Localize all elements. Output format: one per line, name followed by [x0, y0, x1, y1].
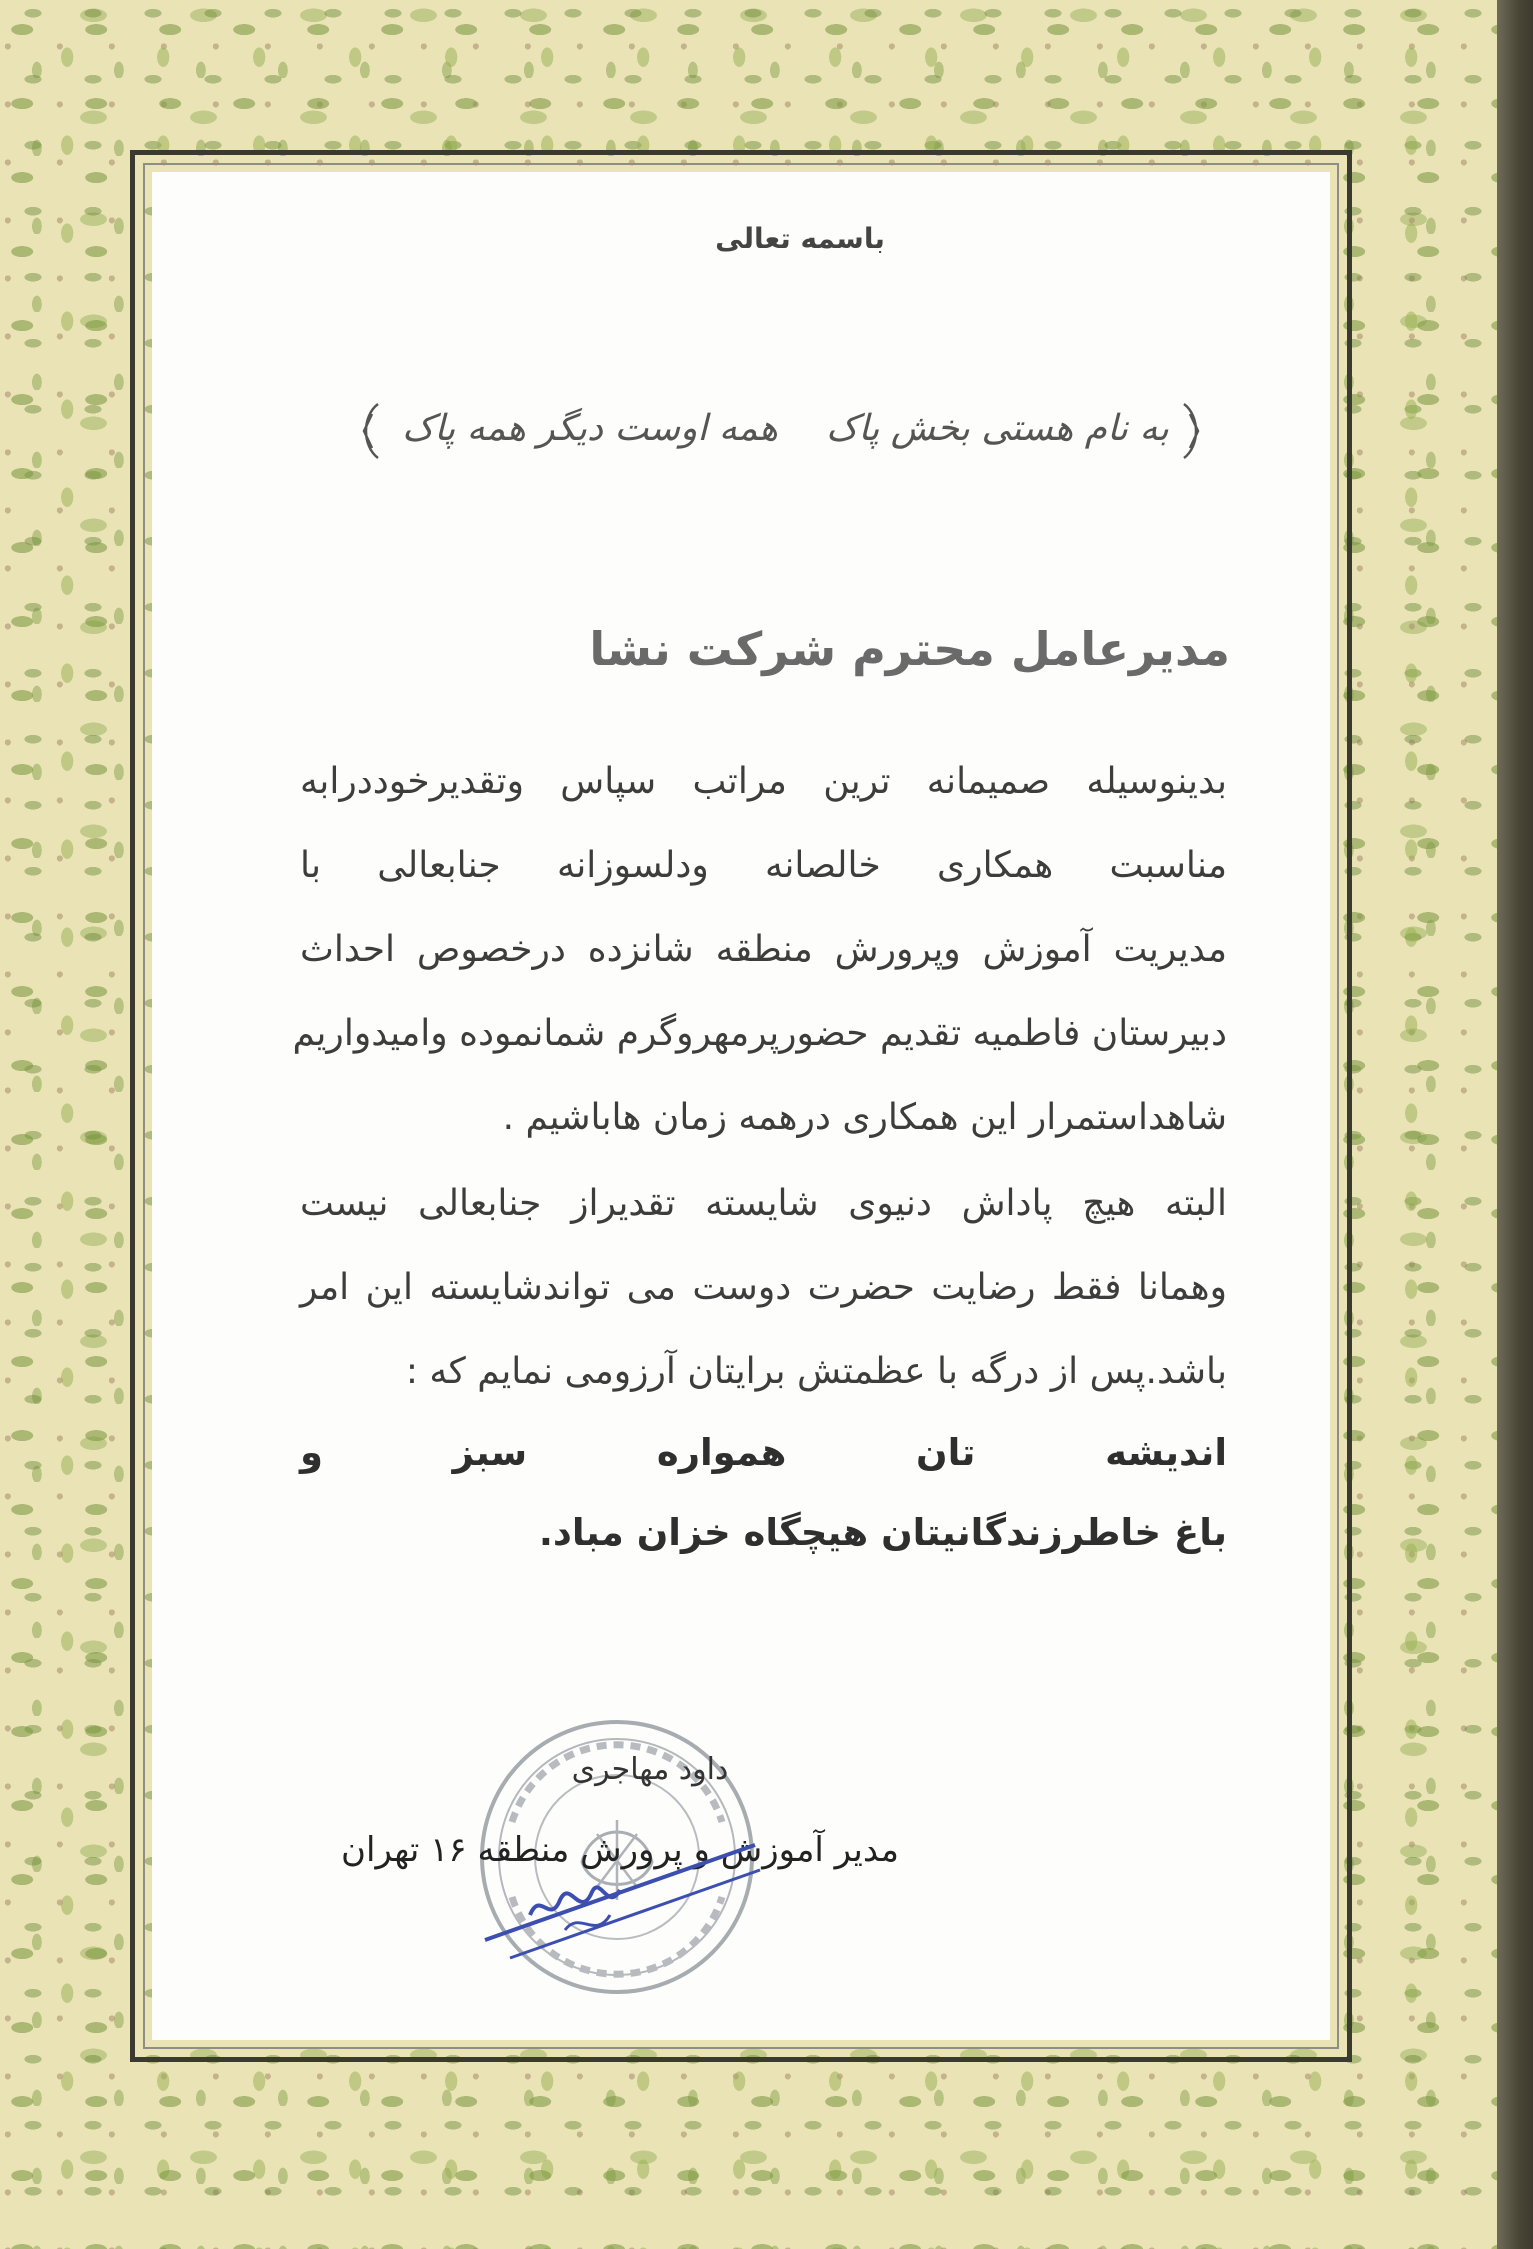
- body-line: بدینوسیله صمیمانه ترین مراتب سپاس وتقدیرخوددرابه: [300, 761, 1227, 802]
- addressee: مدیرعامل محترم شرکت نشا: [589, 622, 1230, 676]
- body-line: دبیرستان فاطمیه تقدیم حضورپرمهروگرم شمانموده وامیدواریم: [292, 1013, 1227, 1054]
- verse-left: همه اوست دیگر همه پاک: [402, 408, 778, 449]
- body2-line: البته هیچ پاداش دنیوی شایسته تقدیراز جنابعالی نیست: [300, 1183, 1227, 1224]
- body-line: مدیریت آموزش وپرورش منطقه شانزده درخصوص احداث: [300, 929, 1227, 970]
- verse-right: به نام هستی بخش پاک: [826, 408, 1169, 449]
- signatory-name: داود مهاجری: [571, 1752, 729, 1787]
- verse-ornament-left: [358, 400, 384, 462]
- signatory-title: مدیر آموزش و پرورش منطقه ۱۶ تهران: [341, 1830, 899, 1870]
- body-line: شاهداستمرار این همکاری درهمه زمان هاباشیم .: [502, 1097, 1227, 1138]
- body-line: مناسبت همکاری خالصانه ودلسوزانه جنابعالی با: [300, 845, 1227, 886]
- scan-edge: [1497, 0, 1533, 2249]
- wish-line: اندیشه تان همواره سبز و: [300, 1431, 1227, 1474]
- wish-line: باغ خاطرزندگانیتان هیچگاه خزان مباد.: [538, 1511, 1227, 1554]
- handwritten-signature: [470, 1820, 770, 1970]
- verse-ornament-right: [1178, 400, 1204, 462]
- body2-line: باشد.پس از درگه با عظمتش برایتان آرزومی نمایم که :: [405, 1351, 1227, 1392]
- body2-line: وهمانا فقط رضایت حضرت دوست می تواندشایسته این امر: [300, 1267, 1227, 1308]
- heading: باسمه تعالی: [715, 222, 885, 255]
